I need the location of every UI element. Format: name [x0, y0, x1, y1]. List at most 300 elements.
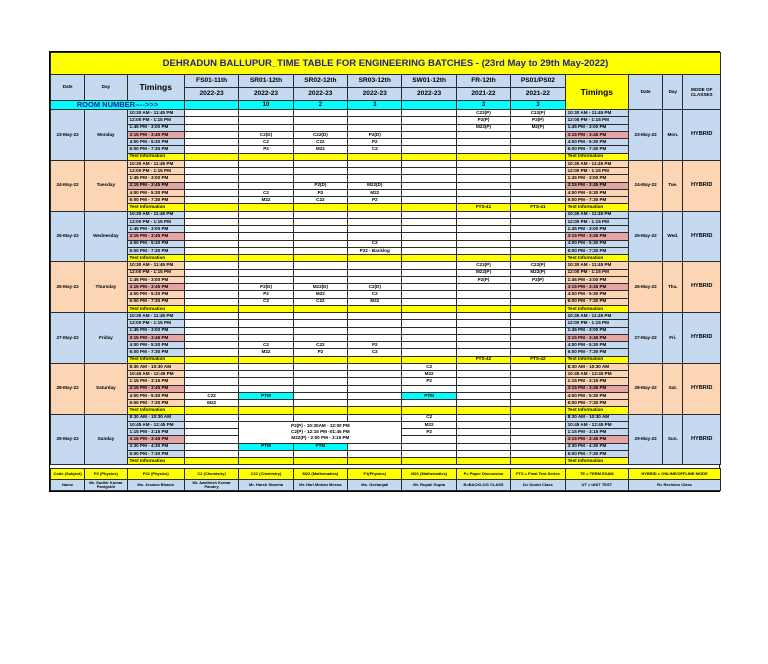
merged-line: M22(P) - 2:00 PM - 3:15 PM: [291, 435, 350, 441]
class-cell: [184, 175, 238, 182]
class-cell: C2: [239, 189, 293, 196]
class-cell: C22(D): [293, 131, 347, 138]
time-slot-right: 1:15 PM - 3:15 PM: [565, 378, 628, 385]
class-cell: M22(D): [348, 182, 402, 189]
class-cell: [293, 247, 347, 254]
class-cell: [348, 255, 402, 262]
day-row: [51, 385, 721, 392]
time-slot: 4:00 PM - 5:30 PM: [127, 139, 184, 146]
class-cell: [511, 414, 565, 421]
time-slot: 4:00 PM - 5:30 PM: [127, 189, 184, 196]
day-date: 29-May-22: [51, 414, 85, 465]
day-row: [51, 124, 721, 131]
class-cell: [402, 255, 456, 262]
class-cell: [511, 255, 565, 262]
class-cell: [348, 218, 402, 225]
class-cell: [239, 414, 293, 421]
class-cell: [293, 378, 347, 385]
class-cell: [184, 247, 238, 254]
time-slot-right: 3:15 PM - 3:45 PM: [565, 436, 628, 443]
class-cell: [184, 168, 238, 175]
class-cell: [293, 276, 347, 283]
class-cell: [239, 407, 293, 414]
class-cell: [456, 363, 510, 370]
class-cell: [293, 313, 347, 320]
class-cell: [293, 269, 347, 276]
class-cell: [348, 363, 402, 370]
day-row: [51, 247, 721, 254]
legend-codes: TE = TERM EXAM: [565, 469, 628, 480]
class-cell: [184, 320, 238, 327]
day-row: [51, 320, 721, 327]
class-cell: [348, 233, 402, 240]
time-slot-right: 1:45 PM - 3:00 PM: [565, 175, 628, 182]
class-cell: P2: [239, 291, 293, 298]
class-cell: [456, 407, 510, 414]
day-mode: HYBRID: [683, 262, 721, 313]
day-row: [51, 443, 721, 450]
batch-name: SR02-12th: [293, 75, 347, 88]
class-cell: [402, 182, 456, 189]
batch-year: 2022-23: [348, 88, 402, 101]
class-cell: [456, 168, 510, 175]
class-cell: [511, 139, 565, 146]
class-cell: [456, 371, 510, 378]
time-slot-right: Test Information: [565, 305, 628, 312]
class-cell: [402, 327, 456, 334]
legend-codes: Code (Subject): [51, 469, 85, 480]
time-slot: 4:00 PM - 5:30 PM: [127, 291, 184, 298]
class-cell: [402, 349, 456, 356]
class-cell: [402, 168, 456, 175]
class-cell: [293, 218, 347, 225]
class-cell: [456, 247, 510, 254]
day-date-right: 27-May-22: [629, 313, 663, 364]
time-slot-right: Test Information: [565, 153, 628, 160]
class-cell: [348, 160, 402, 167]
day-row: [51, 146, 721, 153]
legend-names: D= Doubt Class: [511, 480, 565, 491]
day-row: [51, 182, 721, 189]
time-slot-right: 8:30 AM - 10:30 AM: [565, 363, 628, 370]
class-cell: C2: [348, 349, 402, 356]
class-cell: [184, 385, 238, 392]
day-row: [51, 204, 721, 211]
class-cell: PTM: [402, 392, 456, 399]
class-cell: [239, 124, 293, 131]
class-cell: [402, 247, 456, 254]
time-slot: 1:45 PM - 3:00 PM: [127, 327, 184, 334]
time-slot: 10:30 AM - 11:45 PM: [127, 211, 184, 218]
class-cell: [511, 421, 565, 428]
time-slot-right: 12:00 PM - 1:15 PM: [565, 320, 628, 327]
class-cell: C22(P): [511, 262, 565, 269]
class-cell: M22(P): [456, 269, 510, 276]
day-row: [51, 400, 721, 407]
class-cell: M22: [239, 197, 293, 204]
class-cell: [402, 131, 456, 138]
time-slot: 3:15 PM - 3:45 PM: [127, 334, 184, 341]
class-cell: [293, 356, 347, 363]
class-cell: [456, 313, 510, 320]
class-cell: C22: [293, 298, 347, 305]
class-cell: [511, 349, 565, 356]
class-cell: [511, 342, 565, 349]
class-cell: [293, 392, 347, 399]
class-cell: [239, 160, 293, 167]
class-cell: [348, 226, 402, 233]
day-row: [51, 298, 721, 305]
day-row: [51, 342, 721, 349]
class-cell: C2: [239, 298, 293, 305]
day-row: [51, 305, 721, 312]
time-slot: 6:00 PM - 7:30 PM: [127, 400, 184, 407]
time-slot: 6:00 PM - 7:30 PM: [127, 450, 184, 457]
day-mode: HYBRID: [683, 211, 721, 262]
day-date: 26-May-22: [51, 262, 85, 313]
timetable: [50, 52, 721, 491]
class-cell: [348, 458, 402, 465]
header-date: Date: [51, 75, 85, 101]
class-cell: [293, 110, 347, 117]
time-slot-right: 3:15 PM - 3:45 PM: [565, 385, 628, 392]
class-cell: P2: [402, 378, 456, 385]
class-cell: [184, 436, 238, 443]
class-cell: [456, 305, 510, 312]
class-cell: [184, 189, 238, 196]
time-slot-right: 4:00 PM - 5:30 PM: [565, 392, 628, 399]
class-cell: [293, 320, 347, 327]
class-cell: PTM: [239, 443, 293, 450]
day-row: [51, 233, 721, 240]
day-date-right: 26-May-22: [629, 262, 663, 313]
class-cell: [456, 211, 510, 218]
class-cell: [402, 291, 456, 298]
header-mode: MODE OF CLASSES: [683, 75, 721, 110]
header-timings: Timings: [127, 75, 184, 101]
day-row: [51, 160, 721, 167]
class-cell: [402, 240, 456, 247]
class-cell: C2: [239, 139, 293, 146]
class-cell: [511, 160, 565, 167]
time-slot: Test Information: [127, 356, 184, 363]
class-cell: M22: [348, 189, 402, 196]
time-slot: 1:45 PM - 3:00 PM: [127, 276, 184, 283]
day-row: [51, 269, 721, 276]
day-row: [51, 291, 721, 298]
time-slot-right: 12:00 PM - 1:15 PM: [565, 269, 628, 276]
class-cell: [456, 291, 510, 298]
class-cell: PTM: [293, 443, 347, 450]
day-row: [51, 117, 721, 124]
room-number: 10: [239, 101, 293, 110]
class-cell: [456, 450, 510, 457]
day-row: [51, 414, 721, 421]
class-cell: [184, 421, 238, 428]
class-cell: [402, 276, 456, 283]
legend-names: Mr. Sudhir Kumar Panigrahi: [85, 480, 127, 491]
class-cell: [402, 443, 456, 450]
class-cell: [184, 305, 238, 312]
day-row: [51, 197, 721, 204]
class-cell: C22: [293, 197, 347, 204]
class-cell: M22(D): [293, 284, 347, 291]
time-slot-right: 4:00 PM - 5:30 PM: [565, 189, 628, 196]
time-slot: 3:15 PM - 3:45 PM: [127, 284, 184, 291]
class-cell: [239, 371, 293, 378]
class-cell: [239, 356, 293, 363]
room-number: [184, 101, 238, 110]
class-cell: [511, 378, 565, 385]
class-cell: C22(P): [511, 110, 565, 117]
class-cell: [293, 371, 347, 378]
class-cell: [402, 204, 456, 211]
day-row: [51, 255, 721, 262]
legend-codes: P= Paper Discussion: [456, 469, 510, 480]
class-cell: [456, 421, 510, 428]
class-cell: [402, 313, 456, 320]
class-cell: [511, 182, 565, 189]
class-cell: [184, 233, 238, 240]
class-cell: [239, 458, 293, 465]
class-cell: [402, 450, 456, 457]
legend-names: Ms. Geetanjali: [348, 480, 402, 491]
day-mode: HYBRID: [683, 313, 721, 364]
time-slot: 1:45 PM - 3:00 PM: [127, 175, 184, 182]
class-cell: [239, 276, 293, 283]
day-mode: HYBRID: [683, 414, 721, 465]
day-short: Wed.: [663, 211, 683, 262]
class-cell: [456, 320, 510, 327]
time-slot-right: 6:00 PM - 7:30 PM: [565, 400, 628, 407]
time-slot-right: Test Information: [565, 204, 628, 211]
time-slot: 12:00 PM - 1:15 PM: [127, 117, 184, 124]
day-date-right: 25-May-22: [629, 211, 663, 262]
class-cell: FTS-42: [511, 356, 565, 363]
class-cell: [511, 305, 565, 312]
class-cell: [511, 240, 565, 247]
time-slot-right: 6:00 PM - 7:30 PM: [565, 298, 628, 305]
class-cell: [456, 385, 510, 392]
time-slot: 12:00 PM - 1:15 PM: [127, 269, 184, 276]
merged-line: P2(P) - 10:30AM - 12:00 PM: [291, 422, 350, 428]
class-cell: [511, 131, 565, 138]
class-cell: [348, 262, 402, 269]
class-cell: [456, 175, 510, 182]
class-cell: [184, 255, 238, 262]
time-slot: 6:00 PM - 7:30 PM: [127, 197, 184, 204]
class-cell: [239, 334, 293, 341]
class-cell: [511, 247, 565, 254]
class-cell: [456, 342, 510, 349]
class-cell: [293, 211, 347, 218]
day-row: [51, 284, 721, 291]
class-cell: [511, 450, 565, 457]
class-cell: [348, 153, 402, 160]
class-cell: [402, 407, 456, 414]
time-slot-right: 10:30 AM - 11:45 PM: [565, 262, 628, 269]
class-cell: [184, 211, 238, 218]
class-cell: [239, 211, 293, 218]
class-cell: [402, 356, 456, 363]
class-cell: [402, 436, 456, 443]
class-cell: [293, 153, 347, 160]
class-cell: [239, 110, 293, 117]
day-name: Monday: [85, 110, 127, 161]
class-cell: [239, 240, 293, 247]
class-cell: [402, 139, 456, 146]
class-cell: [293, 117, 347, 124]
day-date-right: 24-May-22: [629, 160, 663, 211]
class-cell: M22: [184, 400, 238, 407]
class-cell: C22: [293, 139, 347, 146]
class-cell: M22: [293, 146, 347, 153]
day-name: Sunday: [85, 414, 127, 465]
class-cell: [511, 146, 565, 153]
time-slot-right: 12:00 PM - 1:15 PM: [565, 218, 628, 225]
class-cell: [184, 356, 238, 363]
class-cell: [348, 385, 402, 392]
class-cell: [184, 117, 238, 124]
class-cell: [402, 218, 456, 225]
time-slot-right: 12:00 PM - 1:15 PM: [565, 117, 628, 124]
time-slot-right: 6:00 PM - 7:30 PM: [565, 247, 628, 254]
class-cell: M22: [348, 298, 402, 305]
class-cell: [456, 153, 510, 160]
class-cell: [348, 168, 402, 175]
class-cell: [402, 189, 456, 196]
class-cell: [456, 146, 510, 153]
time-slot-right: 4:00 PM - 5:30 PM: [565, 240, 628, 247]
legend-codes: M21 (Mathematics): [402, 469, 456, 480]
day-row: [51, 168, 721, 175]
day-row: [51, 175, 721, 182]
class-cell: [184, 371, 238, 378]
class-cell: [184, 276, 238, 283]
class-cell: [456, 255, 510, 262]
time-slot: 6:00 PM - 7:30 PM: [127, 349, 184, 356]
day-row: [51, 211, 721, 218]
class-cell: [293, 168, 347, 175]
class-cell: P2: [348, 139, 402, 146]
class-cell: [402, 110, 456, 117]
class-cell: [348, 110, 402, 117]
class-cell: P2: [348, 342, 402, 349]
day-date: 28-May-22: [51, 363, 85, 414]
day-row: [51, 218, 721, 225]
class-cell: [511, 233, 565, 240]
class-cell: [184, 131, 238, 138]
class-cell: [239, 262, 293, 269]
day-name: Thursday: [85, 262, 127, 313]
time-slot: 10:30 AM - 11:45 PM: [127, 160, 184, 167]
class-cell: [184, 262, 238, 269]
class-cell: [402, 458, 456, 465]
class-cell: [184, 153, 238, 160]
legend-codes: P2 (Physics): [85, 469, 127, 480]
time-slot-right: 3:15 PM - 3:45 PM: [565, 131, 628, 138]
class-cell: [456, 182, 510, 189]
class-cell: [402, 342, 456, 349]
class-cell: [348, 124, 402, 131]
day-row: [51, 313, 721, 320]
class-cell: [511, 226, 565, 233]
batch-name: SW01-12th: [402, 75, 456, 88]
class-cell: M22: [402, 421, 456, 428]
class-cell: [456, 240, 510, 247]
time-slot-right: 6:00 PM - 7:30 PM: [565, 450, 628, 457]
class-cell: [456, 139, 510, 146]
legend-codes: P22 (Physics): [127, 469, 184, 480]
room-number: [402, 101, 456, 110]
class-cell: P2: [293, 189, 347, 196]
room-number: 3: [348, 101, 402, 110]
day-row: [51, 139, 721, 146]
class-cell: [402, 334, 456, 341]
class-cell: [456, 429, 510, 436]
day-short: Sun.: [663, 414, 683, 465]
class-cell: [511, 436, 565, 443]
time-slot: 10:30 AM - 11:45 PM: [127, 262, 184, 269]
day-row: [51, 131, 721, 138]
time-slot: 3:15 PM - 3:45 PM: [127, 182, 184, 189]
class-cell: [348, 378, 402, 385]
class-cell: M22: [239, 349, 293, 356]
header-day: Day: [85, 75, 127, 101]
time-slot-right: 4:00 PM - 5:30 PM: [565, 139, 628, 146]
class-cell: FTS-42: [456, 356, 510, 363]
time-slot: 4:00 PM - 5:30 PM: [127, 342, 184, 349]
class-cell: P2(D): [348, 131, 402, 138]
class-cell: C2: [402, 363, 456, 370]
class-cell: FTS-41: [456, 204, 510, 211]
class-cell: [293, 204, 347, 211]
class-cell: [348, 400, 402, 407]
class-cell: [456, 197, 510, 204]
class-cell: [511, 327, 565, 334]
class-cell: [184, 443, 238, 450]
batch-year: 2021-22: [456, 88, 510, 101]
class-cell: C22(P): [456, 262, 510, 269]
class-cell: P2: [348, 197, 402, 204]
time-slot-right: Test Information: [565, 407, 628, 414]
class-cell: [348, 211, 402, 218]
legend-names: Mr. Hari Mohan Meena: [293, 480, 347, 491]
class-cell: [239, 320, 293, 327]
day-date-right: 28-May-22: [629, 363, 663, 414]
time-slot: Test Information: [127, 204, 184, 211]
class-cell: [348, 450, 402, 457]
class-cell: C2: [402, 414, 456, 421]
time-slot-right: 10:30 AM - 11:45 PM: [565, 110, 628, 117]
class-cell: [456, 298, 510, 305]
class-cell: [402, 269, 456, 276]
merged-line: C2(P) - 12:15 PM -01:45 PM: [291, 429, 350, 435]
time-slot-right: 10:45 AM - 12:45 PM: [565, 421, 628, 428]
class-cell: C22: [293, 342, 347, 349]
time-slot-right: 3:15 PM - 3:45 PM: [565, 334, 628, 341]
batch-year: 2021-22: [511, 88, 565, 101]
time-slot: 1:15 PM - 3:15 PM: [127, 378, 184, 385]
class-cell: [511, 407, 565, 414]
class-cell: [348, 204, 402, 211]
class-cell: C22(P): [456, 110, 510, 117]
class-cell: [456, 443, 510, 450]
time-slot-right: 10:30 AM - 11:45 PM: [565, 211, 628, 218]
batch-year: 2022-23: [239, 88, 293, 101]
time-slot: 1:45 PM - 3:00 PM: [127, 226, 184, 233]
batch-name: FR-12th: [456, 75, 510, 88]
